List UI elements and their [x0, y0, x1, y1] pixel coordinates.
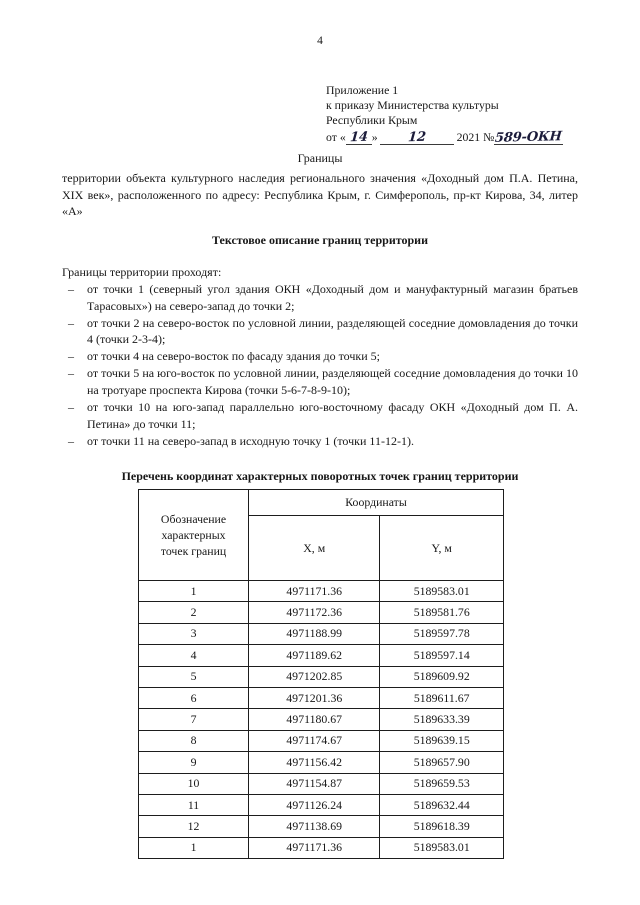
approval-line-republic: Республики Крым — [326, 113, 418, 128]
cell-x-value: 4971171.36 — [249, 837, 380, 858]
order-number-prefix: № — [483, 129, 495, 144]
table-row — [139, 645, 504, 666]
date-day-field — [346, 131, 372, 145]
table-row — [139, 752, 504, 773]
list-item-text: от точки 5 на юго-восток по условной линии, разделяющей соседние домовладения до точки 10 на тротуаре проспекта Кирова (точки 5-6-7-8-9-10); — [87, 366, 578, 398]
list-dash-icon: – — [68, 282, 74, 296]
list-item — [62, 433, 578, 450]
section-heading-description: Текстовое описание границ территории — [211, 233, 429, 247]
cell-y-value: 5189583.01 — [380, 837, 504, 858]
header-y: Y, м — [380, 516, 504, 581]
cell-point: 2 — [139, 602, 249, 623]
list-item — [62, 399, 578, 432]
page-title: Границы — [297, 151, 343, 165]
date-year: 2021 — [456, 129, 481, 144]
cell-x-value: 4971171.36 — [249, 581, 380, 602]
cell-y-value: 5189609.92 — [380, 666, 504, 687]
list-item — [62, 281, 578, 314]
cell-x-value: 4971201.36 — [249, 687, 380, 708]
table-row — [139, 709, 504, 730]
table-row — [139, 687, 504, 708]
list-dash-icon: – — [68, 315, 74, 330]
header-point-line-1: Обозначение — [160, 512, 227, 526]
table-row — [139, 773, 504, 794]
date-month-handwritten: 12 — [407, 129, 427, 145]
cell-y-value: 5189597.78 — [380, 623, 504, 644]
cell-y-value: 5189611.67 — [380, 687, 504, 708]
table-header-row — [139, 490, 504, 516]
coordinates-table-head — [139, 490, 504, 581]
cell-x-value: 4971202.85 — [249, 666, 380, 687]
cell-y-value: 5189583.01 — [380, 581, 504, 602]
cell-y-value: 5189581.76 — [380, 602, 504, 623]
list-item-text: от точки 2 на северо-восток по условной линии, разделяющей соседние домовладения до точки 4 (точки 2-3-4); — [87, 315, 578, 347]
cell-x-value: 4971126.24 — [249, 794, 380, 815]
date-middle: » — [371, 129, 378, 144]
header-point-designation — [139, 490, 249, 581]
header-coordinates-group: Координаты — [249, 490, 504, 516]
border-list-lead: Границы территории проходят: — [62, 265, 222, 279]
cell-point: 1 — [139, 837, 249, 858]
cell-x-value: 4971172.36 — [249, 602, 380, 623]
date-month-field — [380, 131, 454, 145]
header-point-line-2: характерных — [161, 528, 226, 542]
table-row — [139, 816, 504, 837]
cell-x-value: 4971174.67 — [249, 730, 380, 751]
cell-point: 8 — [139, 730, 249, 751]
cell-y-value: 5189633.39 — [380, 709, 504, 730]
header-point-line-3: точек границ — [160, 544, 227, 558]
list-item-text: от точки 10 на юго-запад параллельно юго-восточному фасаду ОКН «Доходный дом П. А. Петина» до точки 11; — [87, 400, 578, 431]
list-item-text: от точки 11 на северо-запад в исходную точку 1 (точки 11-12-1). — [87, 433, 414, 448]
list-dash-icon: – — [68, 400, 74, 415]
cell-point: 9 — [139, 752, 249, 773]
cell-y-value: 5189639.15 — [380, 730, 504, 751]
date-prefix: от « — [326, 129, 346, 144]
table-row — [139, 623, 504, 644]
cell-point: 4 — [139, 645, 249, 666]
intro-paragraph: территории объекта культурного наследия регионального значения «Доходный дом П.А. Петина, XIX век», расположенного по адресу: Республика Крым, г. Симферополь, пр-кт Кирова, 34, литер «А» — [62, 171, 578, 218]
border-description-list — [62, 281, 578, 450]
table-row — [139, 794, 504, 815]
list-dash-icon: – — [68, 366, 74, 381]
cell-y-value: 5189632.44 — [380, 794, 504, 815]
cell-x-value: 4971180.67 — [249, 709, 380, 730]
table-row — [139, 581, 504, 602]
cell-y-value: 5189659.53 — [380, 773, 504, 794]
date-day-handwritten: 14 — [349, 129, 369, 145]
list-item — [62, 365, 578, 398]
approval-block — [326, 83, 563, 145]
section-heading-coordinates: Перечень координат характерных поворотных точек границ территории — [121, 469, 519, 483]
cell-point: 7 — [139, 709, 249, 730]
coordinates-table — [138, 489, 504, 859]
list-item — [62, 315, 578, 348]
table-row — [139, 837, 504, 858]
cell-x-value: 4971154.87 — [249, 773, 380, 794]
cell-y-value: 5189618.39 — [380, 816, 504, 837]
cell-x-value: 4971156.42 — [249, 752, 380, 773]
cell-point: 11 — [139, 794, 249, 815]
cell-x-value: 4971189.62 — [249, 645, 380, 666]
cell-x-value: 4971138.69 — [249, 816, 380, 837]
approval-date-line — [326, 130, 563, 145]
order-number-field — [494, 128, 563, 146]
table-row — [139, 666, 504, 687]
cell-point: 12 — [139, 816, 249, 837]
list-item-text: от точки 4 на северо-восток по фасаду здания до точки 5; — [87, 349, 380, 364]
cell-point: 10 — [139, 773, 249, 794]
cell-point: 5 — [139, 666, 249, 687]
list-dash-icon: – — [68, 349, 74, 364]
list-item-text: от точки 1 (северный угол здания ОКН «Доходный дом и мануфактурный магазин братьев Тарасовых») на северо-запад до точки 2; — [87, 282, 578, 313]
cell-point: 1 — [139, 581, 249, 602]
cell-point: 6 — [139, 687, 249, 708]
list-item — [62, 348, 578, 365]
list-dash-icon: – — [68, 433, 74, 448]
coordinates-table-body — [139, 581, 504, 859]
approval-line-ministry: к приказу Министерства культуры — [326, 98, 499, 113]
table-row — [139, 602, 504, 623]
page-number: 4 — [317, 35, 323, 47]
approval-line-attachment: Приложение 1 — [326, 83, 399, 97]
header-x: X, м — [249, 516, 380, 581]
cell-y-value: 5189597.14 — [380, 645, 504, 666]
table-row — [139, 730, 504, 751]
cell-point: 3 — [139, 623, 249, 644]
order-number-handwritten: 589-ОКН — [494, 128, 563, 146]
cell-y-value: 5189657.90 — [380, 752, 504, 773]
cell-x-value: 4971188.99 — [249, 623, 380, 644]
